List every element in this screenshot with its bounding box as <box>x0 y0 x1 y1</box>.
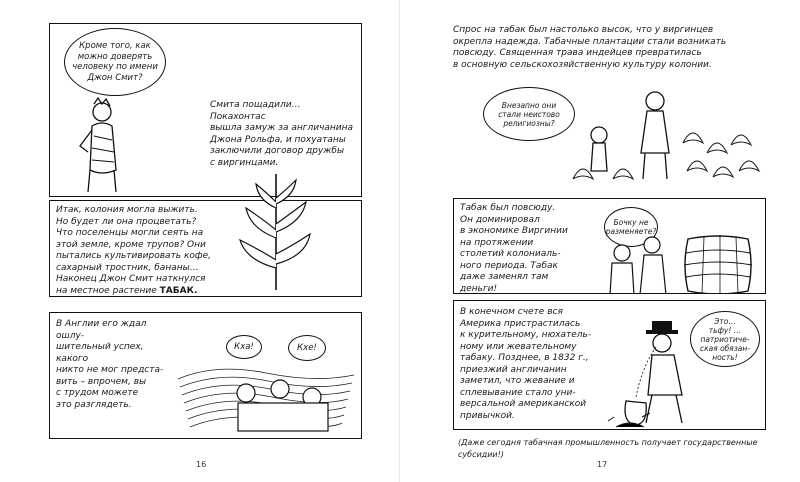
right-panel-1 <box>453 23 766 193</box>
caption-line: на местное растение <box>56 285 160 296</box>
caption-england-success: В Англии его ждал ошлу- шительный успех, какого никто не мог предста- вить – впрочем, вы с трудом можете это разглядеть. <box>56 319 164 410</box>
caption-line: Итак, колония могла выжить. <box>56 205 198 215</box>
speech-balloon-cough-2: Кхе! <box>288 335 326 361</box>
left-panel-2 <box>49 200 362 297</box>
right-page <box>400 0 800 482</box>
caption-tobacco-demand: Спрос на табак был настолько высок, что у виргинцев окрепла надежда. Табачные плантации стали возникать повсюду. Священная трава индейцев превратилась в основную сельскохозяйственную культуру колонии. <box>453 25 727 70</box>
right-panel-3 <box>453 300 766 430</box>
caption-colony-survive <box>56 205 246 297</box>
speech-balloon-religious: Внезапно они стали неистово религиозны? <box>483 87 575 141</box>
caption-america-addicted: В конечном счете вся Америка пристрастилась к курительному, нюхатель- ному или жевательному табаку. Позднее, в 1832 г., приезжий англичанин заметил, что жевание и сплевывание стало уни- версальной американской привычкой. <box>460 307 592 421</box>
caption-tobacco-everywhere: Табак был повсюду. Он доминировал в экономике Виргинии на протяжении столетий колониаль- ного периода. Табак даже заменял там деньги! <box>460 203 568 294</box>
left-panel-3 <box>49 312 362 439</box>
speech-balloon-cough-1: Кха! <box>226 335 262 359</box>
caption-line: пытались культивировать кофе, <box>56 251 212 261</box>
caption-smith-spared: Смита пощадили… Покахонтас вышла замуж за англичанина Джона Рольфа, и похуатаны заключили договор дружбы с виргинцами. <box>210 100 354 168</box>
spitting-man-illustration <box>602 317 702 429</box>
caption-line: этой земле, кроме трупов? Они <box>56 239 206 250</box>
caption-line: Наконец Джон Смит наткнулся <box>56 274 206 284</box>
tobacco-plant-illustration <box>236 168 314 292</box>
plantation-illustration <box>563 83 763 193</box>
native-man-illustration <box>68 96 130 196</box>
page-number-left: 16 <box>196 460 207 469</box>
caption-line: Но будет ли она процветать? <box>56 216 197 227</box>
footnote-subsidies: (Даже сегодня табачная промышленность получает государственные субсидии!) <box>458 438 758 459</box>
speech-balloon-patriotic: Это… тьфу! … патриотиче- ская обязан- ность! <box>690 311 760 367</box>
smoke-crowd-illustration <box>176 359 356 437</box>
left-panel-1 <box>49 23 362 197</box>
right-panel-2 <box>453 198 766 294</box>
caption-line: Что поселенцы могли сеять на <box>56 228 204 238</box>
caption-line: сахарный тростник, бананы… <box>56 262 199 273</box>
speech-balloon-barrel: Бочку не разменяете? <box>604 207 658 247</box>
page-number-right: 17 <box>597 460 608 469</box>
tobacco-word: ТАБАК. <box>159 285 198 296</box>
speech-balloon-smith: Кроме того, как можно доверять человеку по имени Джон Смит? <box>64 28 166 96</box>
barrel-trade-illustration <box>608 229 764 294</box>
